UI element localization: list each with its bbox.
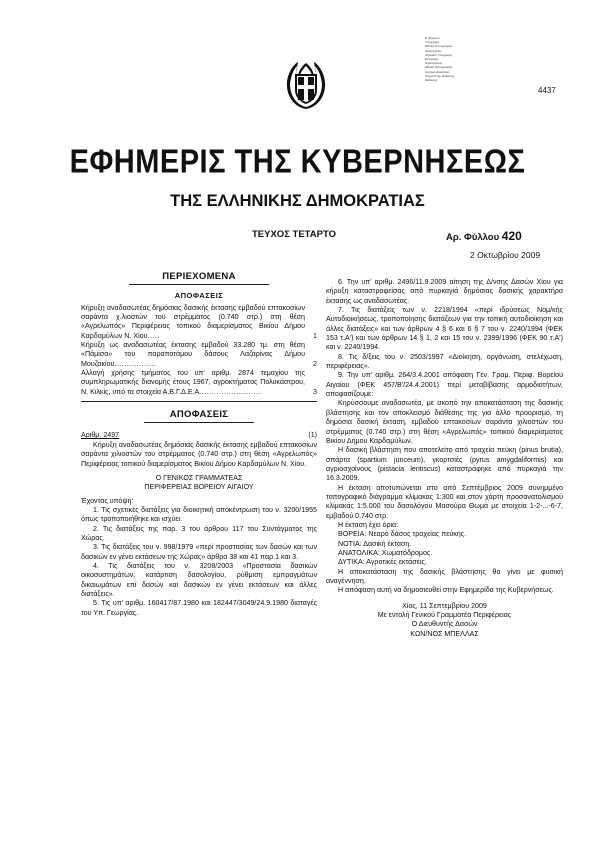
paragraph: 8. Τις δ/ξεις του ν. 2503/1997 «Διοίκηση, οργάνωση, στελέχωση, περιφέρειας».: [326, 352, 563, 371]
border-item: ΒΟΡΕΙΑ: Νεαρό δάσος τραχείας πεύκης.: [338, 530, 467, 539]
issue-label: ΤΕΥΧΟΣ ΤΕΤΑΡΤΟ: [252, 229, 336, 240]
divider: [81, 401, 317, 402]
paragraph: Κηρύσσουμε αναδασωτέα, με σκοπό την αποκατάσταση της δασικής βλάστησης και τον αποκλεισμό διάθεσης της για άλλο προορισμό, τη δημόσια δασική έκταση, εμβαδού επτακοσίων σαράντα χιλιοστών του στρέμματος (0.740 στρ.) στη θέση «Αγρελωπός» τοπικού διαμερίσματος Βικίου Δήμου Καρδαμύλων.: [326, 399, 563, 445]
paragraph: 6. Την υπ' αριθμ. 2496/11.9.2009 αίτηση της Δ/νσης Δασών Χίου για κήρυξη καταστραφείσας από πυρκαγιά δημόσιας δασικής χαρακτήρα έκτασης ως αναδασωτέας.: [326, 278, 563, 305]
decision-summary: Κήρυξη αναδασωτέας δημόσιας δασικής έκτασης εμβαδού επτακοσίων σαράντα χιλιοστών του στρέμματος (0.740 στρ.) στη θέση «Αγρελωπός» Περιφέρειας τοπικού διαμερίσματος Βικίου Δήμου Καρδαμύλων Ν. Χίου.: [81, 440, 317, 468]
authority-line: ΠΕΡΙΦΕΡΕΙΑΣ ΒΟΡΕΙΟΥ ΑΙΓΑΙΟΥ: [144, 483, 254, 492]
paragraph: Η δασική βλάστηση που αποτελείτο από τραχεία πεύκη (pinus brutia), σπάρτα (spartium junceum), γκορτσιές (pyrus amygdaliformis) και αγριοσχοίνους (pistacia lentiscus) καταστράφηκε από πυρκαγιά την 16.3.2009.: [326, 446, 563, 483]
border-item: ΔΥΤΙΚΑ: Αγροτικές εκτάσεις.: [338, 558, 427, 567]
border-item: ΝΟΤΙΑ: Δασική έκταση.: [338, 539, 412, 548]
borders-intro: Η έκταση έχει όρια:: [338, 520, 399, 529]
paragraph: Η έκταση αποτυπώνεται στο από Σεπτέμβριος 2009 συνημμένο τοπογραφικό διάγραμμα κλίμακας 1:300 και στον χάρτη προσανατολισμού κλίμακας 1:5.000 του δασολόγου Μασούρα Θωμά με στοιχεία 1-2-...-6-7, εμβαδού 0.740 στρ.: [326, 483, 563, 520]
signature-place-date: Χίος, 11 Σεπτεμβρίου 2009: [402, 601, 487, 610]
toc-page-number: 2: [313, 359, 317, 368]
page-number: 4437: [538, 86, 556, 95]
sheet-number-label: Αρ. Φύλλου 420: [446, 229, 522, 243]
decision-number: Αριθμ. 2497 (1): [81, 431, 317, 440]
toc-item[interactable]: Αλλαγή χρήσης τμήματος του υπ' αριθμ. 2874 τεμαχίου της συμπληρωματικής διανομής έτους 1967, αγροκτήματος Πολυκάστρου, Ν. Κιλκίς, υπό τα στοιχεία Α.Β.Γ.Δ.Ε.Α......................... 3: [81, 369, 317, 396]
considering-label: Έχοντας υπόψη:: [81, 496, 134, 505]
sheet-number: 420: [501, 229, 522, 243]
gazette-title: ΕΦΗΜΕΡΙΣ ΤΗΣ ΚΥΒΕΡΝΗΣΕΩΣ: [69, 143, 526, 181]
paragraph: 2. Τις διατάξεις της παρ. 3 του άρθρου 117 του Συντάγματος της Χώρας.: [81, 524, 317, 542]
signature-line: Με εντολή Γενικού Γραμματέα Περιφέρειας: [377, 611, 512, 620]
greek-coat-of-arms-icon: [284, 60, 328, 110]
paragraph: 4. Τις διατάξεις του ν. 3208/2003 «Προστασία δασικών οικοσυστημάτων, κατάρτιση δασολογίου, ρύθμιση εμπραγμάτων δικαιωμάτων επί δασών και δασικών εν γένει εκτάσεων και άλλες διατάξεις».: [81, 561, 317, 598]
issue-date: 2 Οκτωβρίου 2009: [470, 250, 541, 260]
paragraph: Η αποκατάσταση της δασικής βλάστησης θα γίνει με φυσική αναγέννηση.: [326, 567, 563, 585]
gazette-subtitle: ΤΗΣ ΕΛΛΗΝΙΚΗΣ ΔΗΜΟΚΡΑΤΙΑΣ: [170, 192, 425, 210]
digital-signature-stamp: Ε.Ψηφιακή Υπογραφή Εθνικό Τυπογραφείο Ημερομηνία: Ψηφιακή Υπογραφή Ελληνικής Δημοκρατίας Εθνικό Τυπογραφείο Κρατικό Διοικητικό Τμήμα Ψηφ. Έκδοσης Έκδοσης: [425, 36, 455, 83]
toc-subheading: ΑΠΟΦΑΣΕΙΣ: [174, 291, 224, 301]
decisions-heading: ΑΠΟΦΑΣΕΙΣ: [169, 409, 229, 421]
signature-name: ΚΩΝ/ΝΟΣ ΜΠΕΛΛΑΣ: [410, 629, 479, 638]
toc-page-number: 1: [313, 331, 317, 340]
paragraph: 5. Τις υπ' αριθμ. 160417/87.1980 και 182447/3049/24.9.1980 διαταγές του Υπ. Γεωργίας.: [81, 599, 317, 617]
toc-item[interactable]: Κήρυξη ως αναδασωτέας έκτασης εμβαδού 33.280 τμ. στη θέση «Πάμισα» του παραποτάμου δάσους Λαζαρίνας Δήμου Μουζακίου................. 2: [81, 341, 317, 368]
toc-item[interactable]: Κήρυξη αναδασωτέας δημόσιας δασικής έκτασης εμβαδού επτακοσίων σαράντα χ.λιοστών του στρέμματος (0.740 στρ.) στη θέση «Αγρελωπός» Περιφέρειας τοπικού διαμερίσματος Βικίου Δήμου Καρδαμύλων Ν. Χίου..... 1: [81, 303, 317, 340]
paragraph: 9. Την υπ' αριθμ. 264/3.4.2001 απόφαση Γεν. Γραμ. Περιφ. Βορείου Αιγαίου (ΦΕΚ 457/Β'/24.4.2001) περί μεταβίβασης αρμοδιοτήτων, αποφασίζουμε:: [326, 371, 563, 399]
toc-heading: ΠΕΡΙΕΧΟΜΕΝΑ: [162, 271, 236, 282]
paragraph: 3. Τις διατάξεις του ν. 998/1979 «περί προστασίας των δασών και των δασικών εν γένει εκτάσεων της Χώρας» άρθρα 38 και 41 παρ.1 και 3.: [81, 543, 317, 561]
right-column: [326, 278, 563, 639]
authority-line: Ο ΓΕΝΙΚΟΣ ΓΡΑΜΜΑΤΕΑΣ: [155, 473, 243, 482]
divider: [129, 284, 269, 285]
signature-line: Ο Διευθυντής Δασών: [411, 620, 478, 629]
border-item: ΑΝΑΤΟΛΙΚΑ: Χωματόδρομος.: [338, 548, 433, 557]
paragraph: Η απόφαση αυτή να δημοσιευθεί στην Εφημερίδα της Κυβερνήσεως.: [338, 586, 554, 595]
divider: [144, 422, 254, 423]
paragraph: 7. Τις διατάξεις των ν. 2218/1994 «περί ιδρύσεως Νομ/κής Αυτοδιοικήσεως, τροποποίησης διατάξεων για την τοπική αυτοδιοίκηση και άλλες διατάξεις» και των άρθρων 4 § 6 και 6 § 7 του ν. 2240/1994 (ΦΕΚ 153 τ.Α') και των άρθρων 14 § 1, 2 και 15 του ν. 2399/1996 (ΦΕΚ 90 τ.Α') και ν. 2240/1994.: [326, 306, 563, 352]
left-column: [81, 272, 317, 618]
toc-page-number: 3: [313, 387, 317, 396]
paragraph: 1. Τις σχετικές διατάξεις για διοικητική αποκέντρωση του ν. 3200/1955 όπως τροποποιήθηκε και ισχύει.: [81, 505, 317, 524]
